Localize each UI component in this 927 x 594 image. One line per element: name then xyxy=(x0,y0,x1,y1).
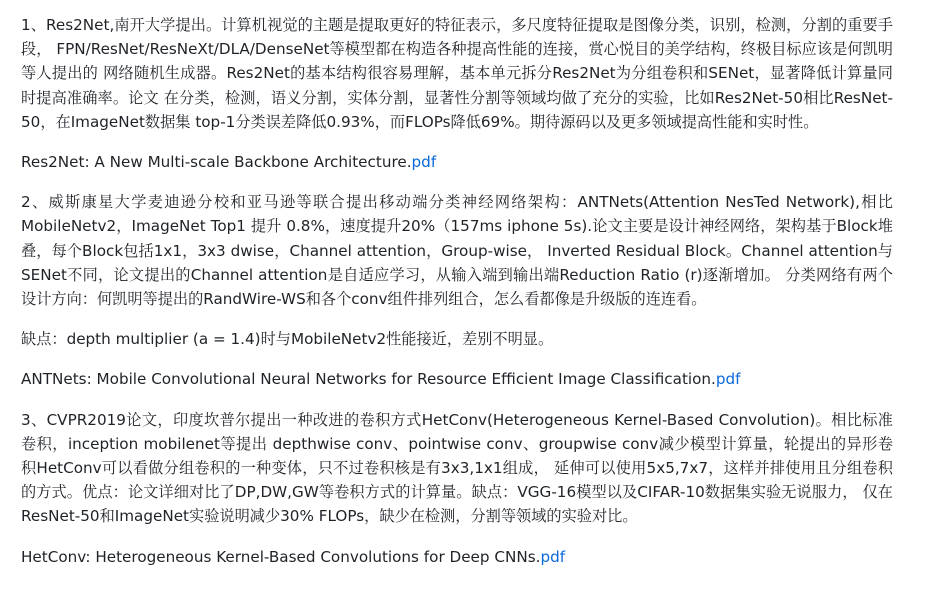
item1-text: 1、Res2Net,南开大学提出。计算机视觉的主题是提取更好的特征表示，多尺度特征提取是图像分类，识别，检测，分割的重要手段， FPN/ResNet/ResNeXt/DLA/DenseNet等模型都在构造各种提高性能的连接，赏心悦目的美学结构，终极目标应该是何凯明等人提出的 网络随机生成器。Res2Net的基本结构很容易理解，基本单元拆分Res2Net为分组卷积和SENet，显著降低计算量同时提高准确率。论文 在分类，检测，语义分割，实体分割，显著性分割等领域均做了充分的实验，比如Res2Net-50相比ResNet-50，在ImageNet数据集 top-1分类误差降低0.93%，而FLOPs降低69%。期待源码以及更多领域提高性能和实时性。 xyxy=(21,16,893,131)
item2-paper-line xyxy=(21,367,893,391)
item3-paper-title: HetConv: Heterogeneous Kernel-Based Convolutions for Deep CNNs. xyxy=(21,547,541,566)
item1-paragraph xyxy=(21,13,893,134)
item2-weakness: 缺点：depth multiplier (a = 1.4)时与MobileNetv2性能接近，差别不明显。 xyxy=(21,330,554,349)
item1-pdf-link[interactable]: pdf xyxy=(411,153,437,172)
item1-paper-title: Res2Net: A New Multi-scale Backbone Architecture. xyxy=(21,153,412,172)
item2-text: 2、威斯康星大学麦迪逊分校和亚马逊等联合提出移动端分类神经网络架构：ANTNets(Attention NesTed Network),相比MobileNetv2，ImageNet Top1 提升 0.8%，速度提升20%（157ms iphone 5s).论文主要是设计神经网络，架构基于Block堆叠，每个Block包括1x1，3x3 dwise，Channel attention，Group-wise， Inverted Residual Block。Channel attention与SENet不同，论文提出的Channel attention是自适应学习，从输入端到输出端Reduction Ratio (r)逐渐增加。 分类网络有两个设计方向：何凯明等提出的RandWire-WS和各个conv组件排列组合，怎么看都像是升级版的连连看。 xyxy=(21,193,893,309)
item3-paragraph xyxy=(21,408,893,529)
item2-paper-title: ANTNets: Mobile Convolutional Neural Networks for Resource Efficient Image Classification. xyxy=(21,370,716,389)
article-body xyxy=(21,13,893,585)
item2-paragraph xyxy=(21,190,893,311)
item1-paper-line xyxy=(21,150,893,174)
item3-text: 3、CVPR2019论文，印度坎普尔提出一种改进的卷积方式HetConv(Heterogeneous Kernel-Based Convolution)。相比标准卷积，inception mobilenet等提出 depthwise conv、pointwise conv、groupwise conv减少模型计算量，轮提出的异形卷积HetConv可以看做分组卷积的一种变体，只不过卷积核是有3x3,1x1组成， 延伸可以使用5x5,7x7，这样并排使用且分组卷积的方式。优点：论文详细对比了DP,DW,GW等卷积方式的计算量。缺点：VGG-16模型以及CIFAR-10数据集实验无说服力， 仅在ResNet-50和ImageNet实验说明减少30% FLOPs，缺少在检测，分割等领域的实验对比。 xyxy=(21,410,893,526)
item2-pdf-link[interactable]: pdf xyxy=(715,370,741,389)
item3-pdf-link[interactable]: pdf xyxy=(540,547,566,566)
item2-weakness-paragraph xyxy=(21,327,893,351)
item3-paper-line xyxy=(21,545,893,569)
